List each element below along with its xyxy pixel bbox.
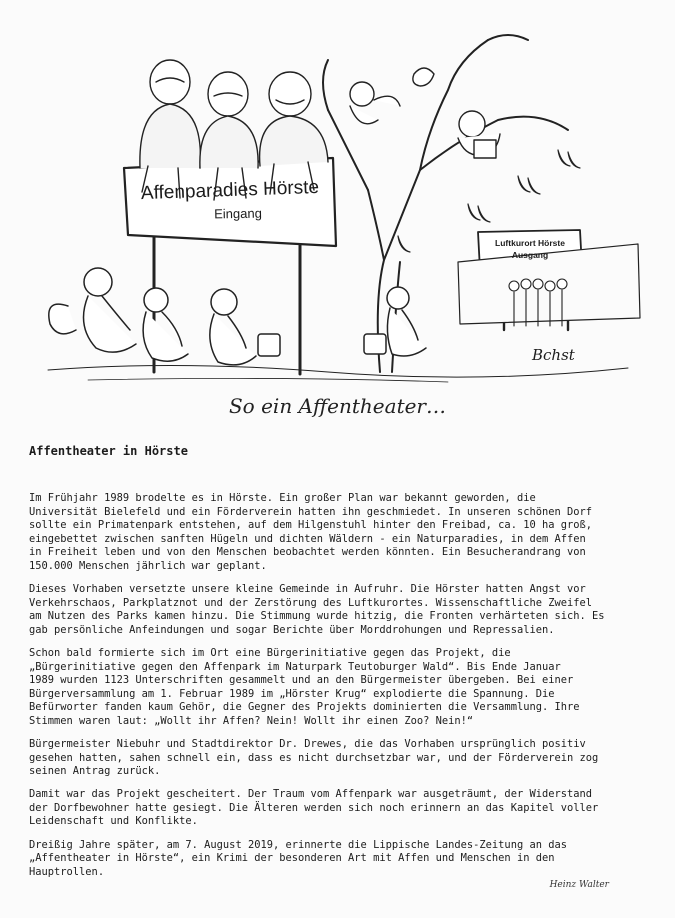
paragraph: Schon bald formierte sich im Ort eine Bürgerinitiative gegen das Projekt, die „Bürgerinitiative gegen den Affenpark im Naturpark Teutoburger Wald“. Bis Ende Januar 1989 wurden 1123 Unterschriften gesammelt und an den Bürgermeister übergeben. Bei einer Bürgerversammlung am 1. Februar 1989 im „Hörster Krug“ explodierte die Spannung. Die Befürworter fanden kaum Gehör, die Gegner des Projekts dominierten die Versammlung. Ihre Stimmen waren laut: „Wollt ihr Affen? Nein! Wollt ihr einen Zoo? Nein!“ bbox=[29, 646, 580, 727]
article-body bbox=[29, 492, 644, 889]
paragraph: Im Frühjahr 1989 brodelte es in Hörste. Ein großer Plan war bekannt geworden, die Universität Bielefeld und ein Förderverein hatten ihn geschmiedet. In unseren schönen Dorf sollte ein Primatenpark entstehen, auf dem Hilgenstuhl hinter den Freibad, ca. 10 ha groß, eingebettet zwischen sanften Hügeln und dichten Wäldern - ein Naturparadies, in dem Affen in Freiheit leben und von den Menschen beobachtet werden könnten. Ein Besucherandrang von 150.000 Menschen jährlich war geplant. bbox=[29, 492, 593, 572]
cartoon-caption: So ein Affentheater… bbox=[228, 394, 446, 418]
entrance-sign-title: Affenparadies Hörste bbox=[140, 176, 320, 205]
entrance-sign-subtitle: Eingang bbox=[214, 205, 262, 222]
exit-sign-title: Luftkurort Hörste bbox=[495, 238, 565, 248]
paragraph: Dieses Vorhaben versetzte unsere kleine Gemeinde in Aufruhr. Die Hörster hatten Angst vor Verkehrschaos, Parkplatznot und der Zerstörung des Luftkurortes. Wissenschaftliche Zweifel am Nutzen des Parks kamen hinzu. Die Stimmung wurde hitzig, die Fronten verhärteten sich. Es gab persönliche Anfeindungen und sogar Berichte über Morddrohungen und Repressalien. bbox=[29, 583, 605, 636]
paragraph: Bürgermeister Niebuhr und Stadtdirektor Dr. Drewes, die das Vorhaben ursprünglich positiv gesehen hatten, sahen schnell ein, dass es nicht durchsetzbar war, und der Förderverein zog seinen Antrag zurück. bbox=[29, 738, 599, 778]
artist-signature: Bchst bbox=[532, 346, 575, 364]
cartoon-illustration bbox=[28, 0, 646, 392]
paragraph: Dreißig Jahre später, am 7. August 2019, erinnerte die Lippische Landes-Zeitung an das „Affentheater in Hörste“, ein Krimi der besonderen Art mit Affen und Menschen in den Hauptrollen. bbox=[29, 838, 567, 878]
exit-sign-subtitle: Ausgang bbox=[511, 250, 549, 260]
author-name: Heinz Walter bbox=[549, 880, 609, 890]
paragraph: Damit war das Projekt gescheitert. Der Traum vom Affenpark war ausgeträumt, der Widerstand der Dorfbewohner hatte gesiegt. Die Älteren werden sich noch erinnern an das Kapitel voller Leidenschaft und Konflikte. bbox=[29, 788, 599, 828]
article-title: Affentheater in Hörste bbox=[29, 444, 188, 458]
